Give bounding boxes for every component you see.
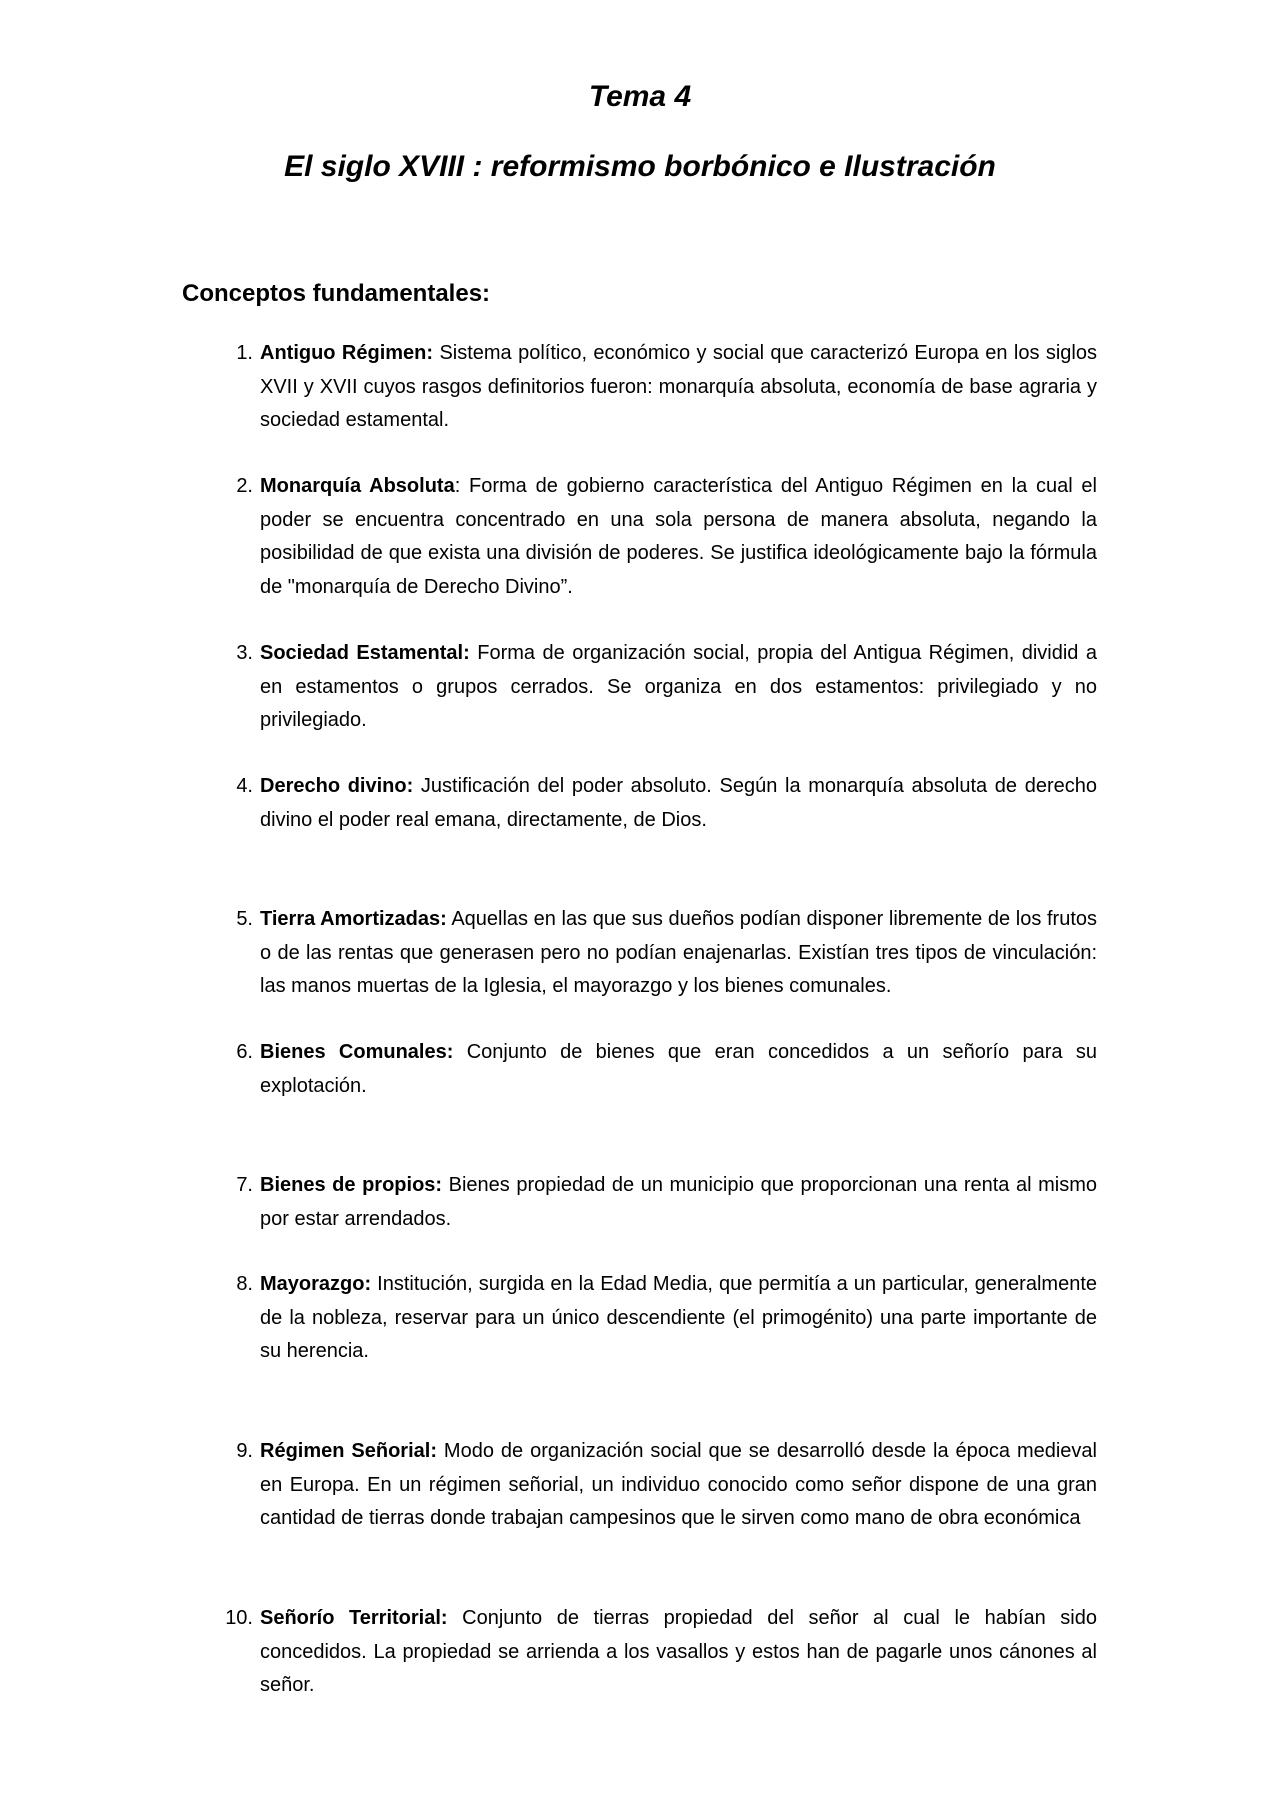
concept-text <box>260 1602 1097 1703</box>
concept-term: Bienes de propios: <box>260 1174 443 1196</box>
section-heading: Conceptos fundamentales: <box>182 280 491 307</box>
concept-term: Derecho divino: <box>260 775 414 797</box>
concept-text <box>260 1036 1097 1103</box>
concept-definition: Conjunto de bienes que eran concedidos a un señorío para su explotación. <box>260 1041 1097 1097</box>
concept-term: Mayorazgo: <box>260 1273 372 1295</box>
concept-number: 5. <box>236 908 253 930</box>
concept-item-mayorazgo <box>215 1268 1097 1369</box>
document-subtitle: El siglo XVIII : reformismo borbónico e Ilustración <box>284 150 996 183</box>
concept-item-antiguo-regimen <box>215 337 1097 438</box>
concept-term: Tierra Amortizadas: <box>260 908 447 930</box>
concept-term: Bienes Comunales: <box>260 1041 454 1063</box>
concept-item-tierra-amortizadas <box>215 903 1097 1004</box>
concept-number: 6. <box>236 1041 253 1063</box>
concept-item-derecho-divino <box>215 770 1097 837</box>
concept-item-regimen-senorial <box>215 1435 1097 1536</box>
concept-definition: Modo de organización social que se desarrolló desde la época medieval en Europa. En un régimen señorial, un individuo conocido como señor dispone de una gran cantidad de tierras donde trabajan campesinos que le sirven como mano de obra económica <box>260 1440 1097 1529</box>
concept-item-sociedad-estamental <box>215 637 1097 738</box>
concept-definition: Conjunto de tierras propiedad del señor al cual le habían sido concedidos. La propiedad se arrienda a los vasallos y estos han de pagarle unos cánones al señor. <box>260 1607 1097 1696</box>
concept-text <box>260 470 1097 604</box>
concept-text <box>260 770 1097 837</box>
concept-text <box>260 903 1097 1004</box>
concept-text <box>260 1435 1097 1536</box>
concept-number: 2. <box>236 475 253 497</box>
concept-term: Antiguo Régimen: <box>260 342 434 364</box>
concept-text <box>260 1268 1097 1369</box>
concept-number: 1. <box>236 342 253 364</box>
concept-number: 10. <box>225 1607 253 1629</box>
concept-term: Monarquía Absoluta <box>260 475 455 497</box>
concept-number: 8. <box>236 1273 253 1295</box>
concept-definition: Aquellas en las que sus dueños podían disponer libremente de los frutos o de las rentas que generasen pero no podían enajenarlas. Existían tres tipos de vinculación: las manos muertas de la Iglesia, el mayorazgo y los bienes comunales. <box>260 908 1097 997</box>
concept-term: Sociedad Estamental: <box>260 642 470 664</box>
concept-text <box>260 1169 1097 1236</box>
concept-number: 4. <box>236 775 253 797</box>
document-title: Tema 4 <box>588 80 692 113</box>
concept-number: 7. <box>236 1174 253 1196</box>
concept-definition: Forma de organización social, propia del Antigua Régimen, dividid a en estamentos o grupos cerrados. Se organiza en dos estamentos: privilegiado y no privilegiado. <box>260 642 1098 731</box>
concept-item-bienes-de-propios <box>215 1169 1097 1236</box>
concept-definition: Institución, surgida en la Edad Media, que permitía a un particular, generalmente de la nobleza, reservar para un único descendiente (el primogénito) una parte importante de su herencia. <box>260 1273 1097 1362</box>
concept-definition: Justificación del poder absoluto. Según la monarquía absoluta de derecho divino el poder real emana, directamente, de Dios. <box>260 775 1097 831</box>
concept-definition: : Forma de gobierno característica del Antiguo Régimen en la cual el poder se encuentra concentrado en una sola persona de manera absoluta, negando la posibilidad de que exista una división de poderes. Se justifica ideológicamente bajo la fórmula de "monarquía de Derecho Divino”. <box>260 475 1097 598</box>
concept-number: 3. <box>236 642 253 664</box>
concept-text <box>260 337 1097 438</box>
concept-definition: Bienes propiedad de un municipio que proporcionan una renta al mismo por estar arrendados. <box>260 1174 1098 1230</box>
concept-term: Señorío Territorial: <box>260 1607 448 1629</box>
concept-item-monarquia-absoluta <box>215 470 1097 604</box>
concept-term: Régimen Señorial: <box>260 1440 437 1462</box>
concept-item-senorio-territorial <box>215 1602 1097 1703</box>
concept-item-bienes-comunales <box>215 1036 1097 1103</box>
concept-definition: Sistema político, económico y social que caracterizó Europa en los siglos XVII y XVII cuyos rasgos definitorios fueron: monarquía absoluta, economía de base agraria y sociedad estamental. <box>260 342 1097 431</box>
concept-text <box>260 637 1097 738</box>
concept-number: 9. <box>236 1440 253 1462</box>
